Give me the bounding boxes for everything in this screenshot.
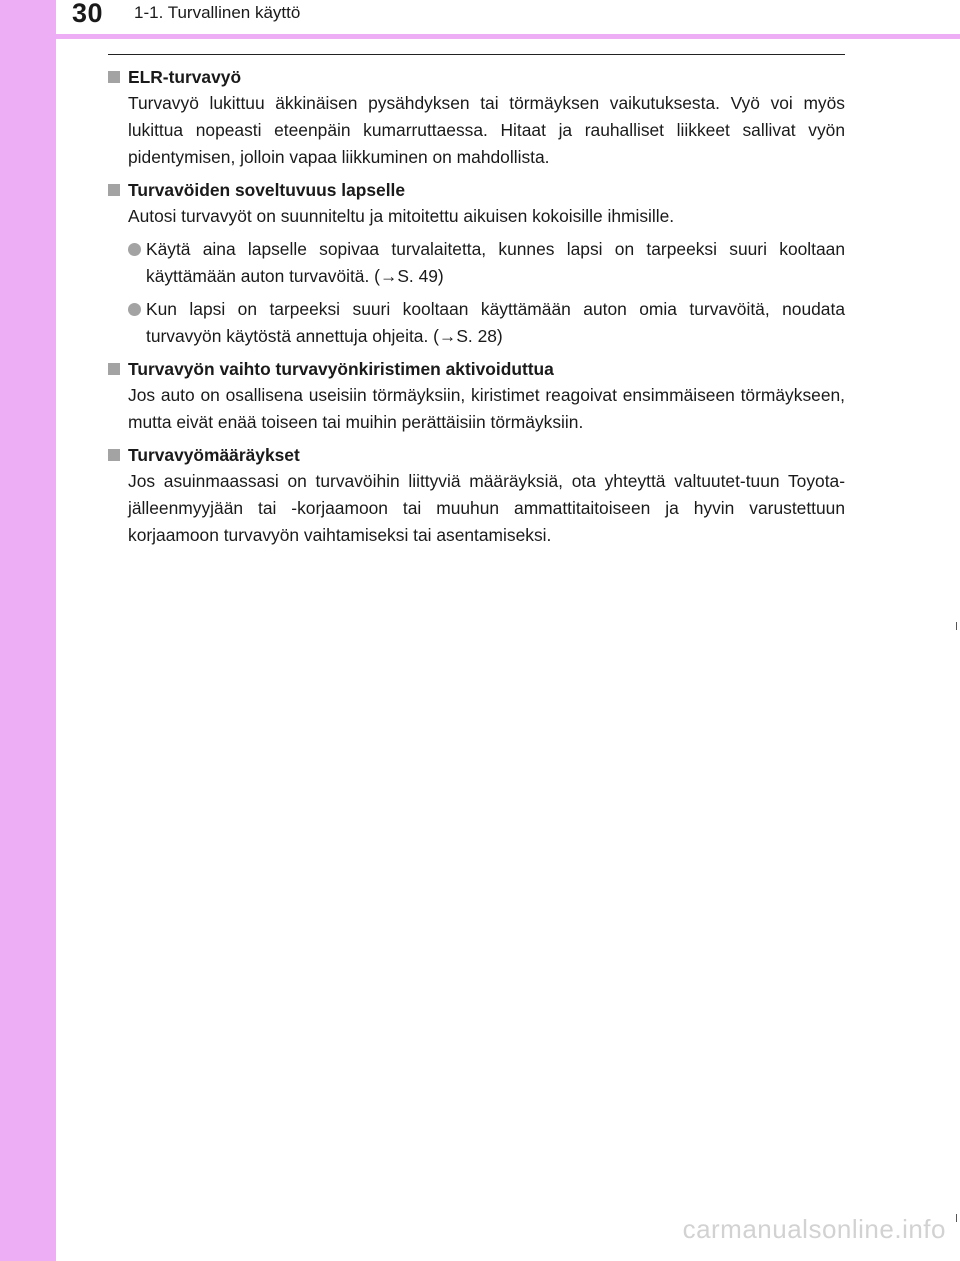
section-child-suitability [108,177,845,350]
page-reference-link[interactable]: →S. 49) [379,266,444,286]
section-heading [108,442,845,468]
top-color-band [0,34,960,39]
heading-text: ELR-turvavyö [128,67,242,87]
crop-mark [956,1214,957,1222]
section-paragraph: Jos auto on osallisena useisiin törmäyksiin, kiristimet reagoivat ensimmäiseen törmäykseen, mutta eivät enää toiseen tai muihin perättäisiin törmäyksiin. [128,385,845,432]
section-heading [108,177,845,203]
square-bullet-icon [108,71,120,83]
section-paragraph: Jos asuinmaassasi on turvavöihin liittyviä määräyksiä, ota yhteyttä valtuutet-tuun Toyota-jälleenmyyjään tai -korjaamoon tai muuhun ammattitaitoiseen ja hyvin varustettuun korjaamoon turvavyön vaihtamiseksi tai asentamiseksi. [128,471,845,545]
square-bullet-icon [108,363,120,375]
watermark: carmanualsonline.info [682,1214,946,1244]
heading-text: Turvavyön vaihto turvavyönkiristimen aktivoiduttua [128,359,554,379]
square-bullet-icon [108,449,120,461]
heading-text: Turvavöiden soveltuvuus lapselle [128,180,406,200]
header-rule [108,54,845,55]
section-paragraph: Turvavyö lukittuu äkkinäisen pysähdyksen tai törmäyksen vaikutuksesta. Vyö voi myös lukittua nopeasti eteenpäin kumarruttaessa. Hitaat ja rauhalliset liikkeet sallivat vyön pidentymisen, jolloin vapaa liikkuminen on mahdollista. [128,93,845,167]
side-color-band [0,0,56,1261]
section-heading [108,64,845,90]
section-regulations [108,442,845,549]
bullet-item [128,296,845,350]
section-title: 1-1. Turvallinen käyttö [134,3,301,22]
square-bullet-icon [108,184,120,196]
section-pretensioner-replacement [108,356,845,436]
section-paragraph: Autosi turvavyöt on suunniteltu ja mitoitettu aikuisen kokoisille ihmisille. [128,206,675,226]
section-elr [108,64,845,171]
heading-text: Turvavyömääräykset [128,445,300,465]
round-bullet-icon [128,303,141,316]
bullet-item [128,236,845,290]
round-bullet-icon [128,243,141,256]
crop-mark [956,622,957,630]
page-number: 30 [72,0,104,28]
bullet-text: Kun lapsi on tarpeeksi suuri kooltaan käyttämään auton omia turvavöitä, noudata turvavyön käytöstä annettuja ohjeita. ( [146,299,845,346]
section-heading [108,356,845,382]
page-reference-link[interactable]: →S. 28) [438,326,503,346]
bullet-text: Käytä aina lapselle sopivaa turvalaitetta, kunnes lapsi on tarpeeksi suuri kooltaan käyttämään auton turvavöitä. ( [146,239,845,286]
content-area [108,64,845,555]
